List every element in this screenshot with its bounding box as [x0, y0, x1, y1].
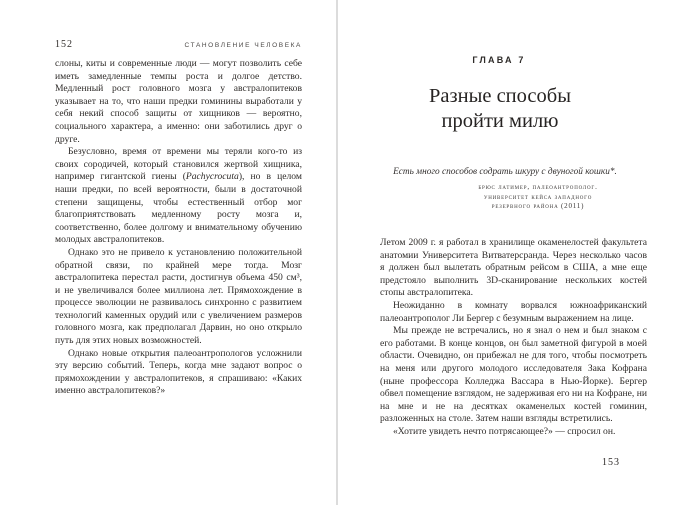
paragraph: [55, 348, 302, 398]
text-segment: Безусловно, время от времени мы теряли кого-то из своих сородичей, который становился жертвой хищника, например гигантской гиены (: [55, 146, 302, 183]
text-segment: Летом 2009 г. я работал в хранилище окаменелостей факультета анатомии Университета Витватерсранда. Через несколько часов я должен был вылетать обратным рейсом в США, а мне еще предстояло выполнить 3D-сканирование нескольких костей стопы австралопитека.: [380, 237, 647, 299]
paragraph: [380, 237, 647, 300]
attribution-line: брюс латимер, палеоантрополог.: [478, 183, 598, 191]
text-segment: Мы прежде не встречались, но я знал о нем и был знаком с его работами. В конце концов, он был заметной фигурой в моей области. Очевидно, он прибежал не для того, чтобы посмотреть на меня или другого молодого исследователя Зака Кофрана (ныне профессора Колледжа Вассара в Нью-Йорке). Бергер обвел помещение взглядом, не задерживая его ни на Кофране, ни на мне и не на десятках окаменелых костей гоминин, разложенных на столе. Затем наши взгляды встретились.: [380, 325, 647, 425]
paragraph: [55, 146, 302, 247]
attribution-line: резервного района (2011): [491, 202, 585, 210]
paragraph: [380, 300, 647, 325]
paragraph: [55, 58, 302, 146]
paragraph: [55, 247, 302, 348]
italic-text-segment: Pachycrocuta: [185, 171, 239, 183]
epigraph-attribution: [438, 183, 638, 212]
chapter-label: ГЛАВА 7: [472, 55, 526, 65]
text-segment: Неожиданно в комнату ворвался южноафриканский палеоантрополог Ли Бергер с безумным выражением на лице.: [380, 299, 647, 324]
right-page-number: 153: [602, 457, 620, 468]
left-page-number: 152: [55, 39, 73, 50]
attribution-line: университет кейса западного: [483, 192, 593, 201]
paragraph: [380, 426, 647, 439]
chapter-title-line1: Разные способы: [429, 85, 571, 107]
left-page-header: [55, 39, 302, 50]
text-segment: Однако новые открытия палеоантропологов усложнили эту версию событий. Теперь, когда мне задают вопрос о прямохождении у австралопитеков, я спрашиваю: «Каких именно австралопитеков?»: [55, 347, 302, 397]
text-segment: «Хотите увидеть нечто потрясающее?» — спросил он.: [393, 425, 616, 437]
text-segment: слоны, киты и современные люди — могут позволить себе иметь замедленные темпы роста и долгое детство. Медленный рост головного мозга у австралопитеков указывает на то, что наши предки гоминины выработали у себя некий способ защиты от хищников — вероятно, социального характера, а именно: они заботились друг о друге.: [55, 58, 302, 145]
chapter-title-line2: пройти милю: [441, 110, 559, 132]
chapter-title: [368, 84, 632, 134]
text-segment: ), но в целом наши предки, по всей вероятности, были в достаточной степени защищены, чтобы естественный отбор мог благоприятствовать медленному росту мозга и, соответственно, более долгому и внимательному обучению молодых австралопитеков.: [55, 171, 302, 246]
paragraph: [380, 325, 647, 426]
text-segment: Однако это не привело к установлению положительной обратной связи, по крайней мере тогда. Мозг австралопитека перестал расти, достигнув объема 450 см³, и не увеличивался более миллиона лет. Прямохождение в процессе эволюции не развивалось синхронно с развитием технологий каменных орудий или с увеличением размеров головного мозга, как предполагал Дарвин, но оно открыло путь для этих новых возможностей.: [55, 246, 302, 347]
running-head: СТАНОВЛЕНИЕ ЧЕЛОВЕКА: [184, 42, 302, 49]
page-gutter-divider: [336, 0, 338, 505]
left-page-body-text: [55, 58, 302, 398]
right-page-body-text: [380, 237, 647, 439]
epigraph-text: Есть много способов содрать шкуру с двуногой кошки*.: [393, 167, 617, 177]
